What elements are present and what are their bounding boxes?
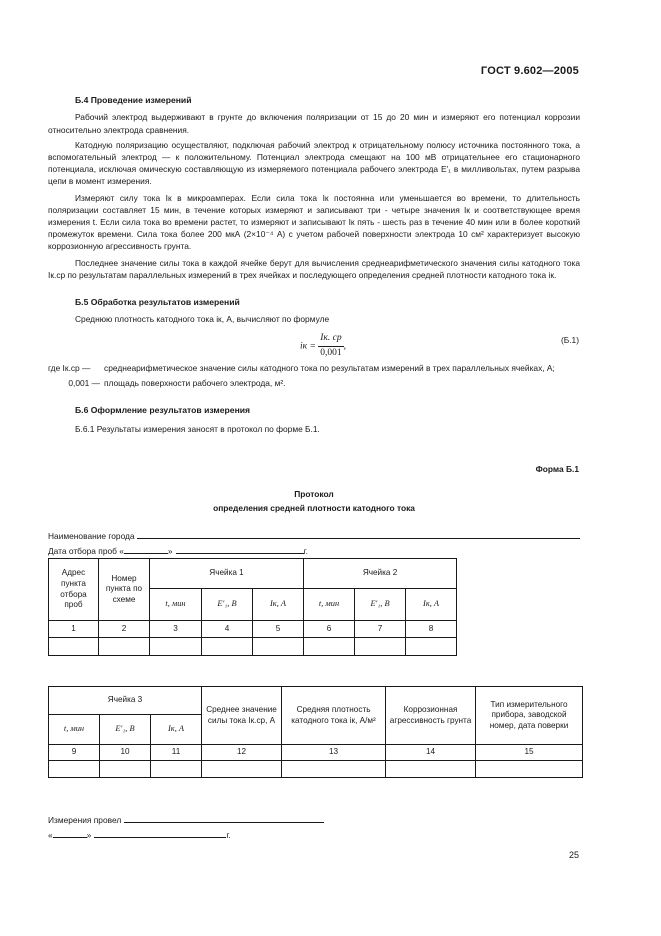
sub-header: t, мин <box>150 589 202 621</box>
data-cell[interactable] <box>253 638 304 656</box>
column-number: 8 <box>406 621 457 638</box>
where-item <box>48 377 580 389</box>
where-description: среднеарифметическое значение силы катодного тока по результатам измерений в трех параллельных ячейках, А; <box>104 363 555 373</box>
measured-date-year: г. <box>226 830 231 840</box>
where-item <box>48 362 580 374</box>
measured-month-line[interactable] <box>94 829 226 838</box>
data-cell[interactable] <box>355 638 406 656</box>
b4-paragraph-2: Катодную поляризацию осуществляют, подключая рабочий электрод к отрицательному полюсу источника постоянного тока, а вспомогательный электрод — к положительному. Потенциал электрода смещают на 100 мВ отрицательнее его стационарного потенциала, исключая омическую составляющую из измеряемого потенциала рабочего электрода E′₁ в милливольтах, путем разрыва цепи в момент измерения. <box>48 139 580 187</box>
column-number: 11 <box>151 745 202 761</box>
formula-number: (Б.1) <box>560 335 579 345</box>
column-number: 10 <box>100 745 151 761</box>
header-cell-3: Ячейка 3 <box>49 687 202 715</box>
measured-date-field <box>48 829 231 841</box>
header-address: Адрес пункта отбора проб <box>49 559 99 621</box>
column-number: 5 <box>253 621 304 638</box>
header-average-current: Среднее значение силы тока Iк.ср, А <box>202 687 282 745</box>
sample-month-line[interactable] <box>176 545 304 554</box>
where-symbol: 0,001 — <box>68 378 100 389</box>
b4-paragraph-3: Измеряют силу тока Iк в микроамперах. Если сила тока Iк постоянна или уменьшается во времени, то длительность поляризации составляет 15 мин, в течение которых измеряют и записывают три - четыре значения Iк и соответствующее время измерения t. Если сила тока во времени растет, то измеряют и записывают Iк пять - шесть раз в течение 40 мин или в более короткий промежуток времени. Сила тока более 200 мкА (2×10⁻⁴ А) с учетом рабочей поверхности электрода 10 см² характеризует высокую коррозионную агрессивность грунта. <box>48 192 580 252</box>
data-cell[interactable] <box>151 761 202 778</box>
sub-header: t, мин <box>304 589 355 621</box>
standard-header: ГОСТ 9.602—2005 <box>480 65 579 77</box>
section-b5-title: Б.5 Обработка результатов измерений <box>75 297 240 307</box>
formula-lhs: iк = <box>300 341 316 352</box>
b4-paragraph-4: Последнее значение силы тока в каждой ячейке берут для вычисления среднеарифметического значения силы катодного тока Iк.ср по результатам параллельных измерений в трех ячейках и последующего определения средней плотности катодного тока iк. <box>48 257 580 280</box>
city-field <box>48 530 580 542</box>
b4-paragraph-1: Рабочий электрод выдерживают в грунте до включения поляризации от 15 до 20 мин и измеряют его потенциал коррозии относительно электрода сравнения. <box>48 112 580 135</box>
where-block <box>48 362 580 389</box>
data-cell[interactable] <box>202 638 253 656</box>
measured-by-field <box>48 814 324 826</box>
sample-date-field <box>48 545 308 557</box>
measured-day-line[interactable] <box>53 829 87 838</box>
sample-date-label: Дата отбора проб « <box>48 546 124 556</box>
measured-by-line[interactable] <box>124 814 324 823</box>
header-instrument: Тип измерительного прибора, заводской номер, дата поверки <box>476 687 583 745</box>
sub-header: E′₁, В <box>355 589 406 621</box>
data-cell[interactable] <box>386 761 476 778</box>
sub-header: E′₁, В <box>100 715 151 745</box>
column-number: 1 <box>49 621 99 638</box>
protocol-table-2 <box>48 686 583 778</box>
column-number: 3 <box>150 621 202 638</box>
header-current-density: Средняя плотность катодного тока iк, А/м² <box>282 687 386 745</box>
sample-day-line[interactable] <box>124 545 168 554</box>
column-number: 13 <box>282 745 386 761</box>
column-number: 14 <box>386 745 476 761</box>
page-number: 25 <box>568 850 579 860</box>
city-label: Наименование города <box>48 531 135 541</box>
section-b6-title: Б.6 Оформление результатов измерения <box>75 405 251 415</box>
formula-denominator: 0,001 <box>320 347 342 358</box>
formula-tail: , <box>343 341 346 352</box>
protocol-subtitle: определения средней плотности катодного тока <box>213 503 415 513</box>
column-number: 6 <box>304 621 355 638</box>
data-cell[interactable] <box>304 638 355 656</box>
header-corrosivity: Коррозионная агрессивность грунта <box>386 687 476 745</box>
sub-header: t, мин <box>49 715 100 745</box>
measured-date-open: « <box>48 830 53 840</box>
sample-date-quote: » <box>167 546 173 556</box>
column-number: 12 <box>202 745 282 761</box>
protocol-table-1 <box>48 558 457 656</box>
form-label: Форма Б.1 <box>535 464 579 474</box>
measured-by-label: Измерения провел <box>48 815 122 825</box>
formula-b1 <box>300 332 346 361</box>
data-cell[interactable] <box>49 638 99 656</box>
data-cell[interactable] <box>150 638 202 656</box>
section-b4-title: Б.4 Проведение измерений <box>75 95 192 105</box>
column-number: 4 <box>202 621 253 638</box>
data-cell[interactable] <box>406 638 457 656</box>
sample-date-year: г. <box>303 546 308 556</box>
header-cell-1: Ячейка 1 <box>150 559 304 589</box>
header-cell-2: Ячейка 2 <box>304 559 457 589</box>
column-number: 7 <box>355 621 406 638</box>
protocol-title: Протокол <box>294 489 334 499</box>
data-cell[interactable] <box>99 638 150 656</box>
formula-numerator: Iк. ср <box>318 332 343 347</box>
b6-paragraph-1: Б.6.1 Результаты измерения заносят в протокол по форме Б.1. <box>75 424 320 435</box>
city-input-line[interactable] <box>137 530 580 539</box>
sub-header: Iк, А <box>151 715 202 745</box>
header-point-number: Номер пункта по схеме <box>99 559 150 621</box>
sub-header: Iк, А <box>253 589 304 621</box>
section-b5 <box>48 296 580 326</box>
formula-fraction <box>318 332 343 361</box>
column-number: 2 <box>99 621 150 638</box>
column-number: 9 <box>49 745 100 761</box>
data-cell[interactable] <box>476 761 583 778</box>
section-b4 <box>48 94 580 281</box>
section-b6 <box>48 404 580 436</box>
data-cell[interactable] <box>202 761 282 778</box>
data-cell[interactable] <box>49 761 100 778</box>
measured-date-quote: » <box>86 830 92 840</box>
b5-intro: Среднюю плотность катодного тока iк, А, вычисляют по формуле <box>75 314 330 325</box>
where-description: площадь поверхности рабочего электрода, м². <box>104 378 286 389</box>
data-cell[interactable] <box>100 761 151 778</box>
sub-header: E′₁, В <box>202 589 253 621</box>
sub-header: Iк, А <box>406 589 457 621</box>
where-symbol: где Iк.ср — <box>48 363 91 373</box>
column-number: 15 <box>476 745 583 761</box>
data-cell[interactable] <box>282 761 386 778</box>
